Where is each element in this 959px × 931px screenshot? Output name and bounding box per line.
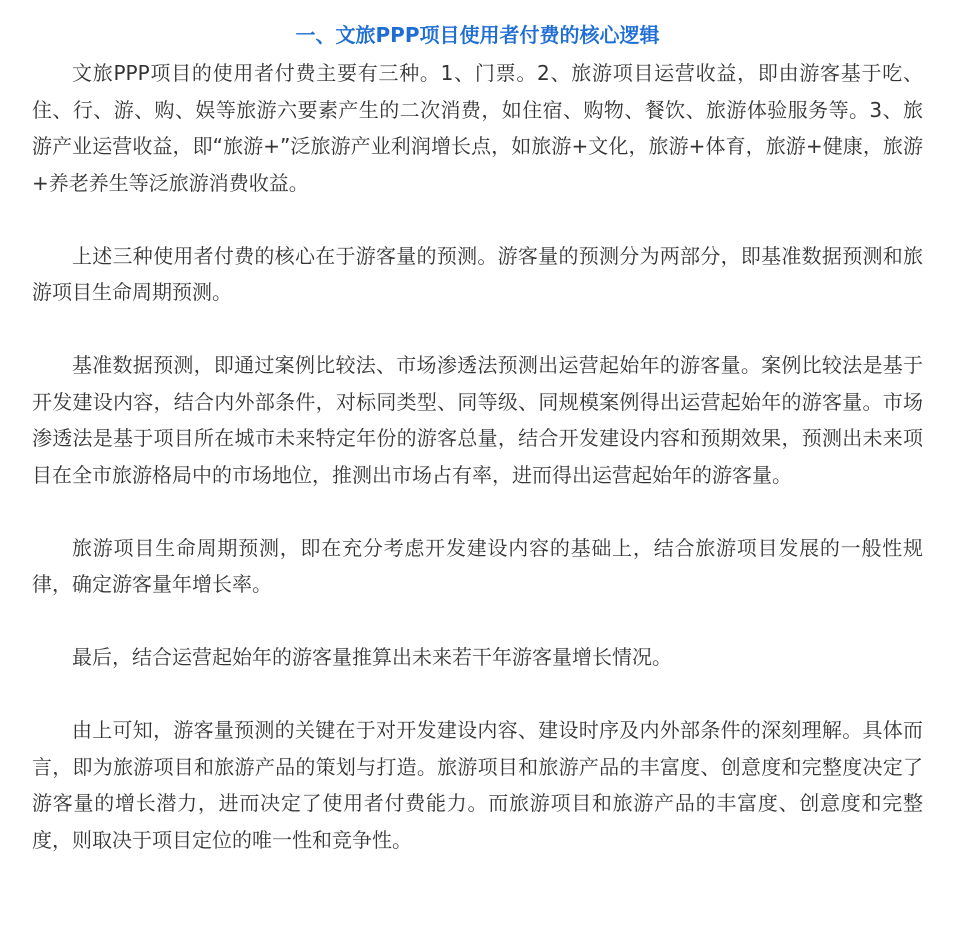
paragraph-baseline-forecast: 基准数据预测，即通过案例比较法、市场渗透法预测出运营起始年的游客量。案例比较法是基于开发建设内容，结合内外部条件，对标同类型、同等级、同规模案例得出运营起始年的游客量。市场渗透法是基于项目所在城市未来特定年份的游客总量，结合开发建设内容和预期效果，预测出未来项目在全市旅游格局中的市场地位，推测出市场占有率，进而得出运营起始年的游客量。 <box>32 353 923 487</box>
paragraph-visitor-forecast-core: 上述三种使用者付费的核心在于游客量的预测。游客量的预测分为两部分，即基准数据预测和旅游项目生命周期预测。 <box>32 243 923 304</box>
paragraph-spacer <box>32 676 923 713</box>
paragraph-spacer <box>32 493 923 530</box>
paragraph-spacer <box>32 603 923 640</box>
paragraph-lifecycle-forecast: 旅游项目生命周期预测，即在充分考虑开发建设内容的基础上，结合旅游项目发展的一般性规律，确定游客量年增长率。 <box>32 535 923 596</box>
paragraph-growth-projection: 最后，结合运营起始年的游客量推算出未来若干年游客量增长情况。 <box>72 645 672 669</box>
paragraph-spacer <box>32 201 923 238</box>
paragraph-conclusion: 由上可知，游客量预测的关键在于对开发建设内容、建设时序及内外部条件的深刻理解。具体而言，即为旅游项目和旅游产品的策划与打造。旅游项目和旅游产品的丰富度、创意度和完整度决定了游客量的增长潜力，进而决定了使用者付费能力。而旅游项目和旅游产品的丰富度、创意度和完整度，则取决于项目定位的唯一性和竞争性。 <box>32 718 923 852</box>
paragraph-spacer <box>32 311 923 348</box>
section-title: 一、文旅PPP项目使用者付费的核心逻辑 <box>295 23 660 47</box>
paragraph-user-fee-types: 文旅PPP项目的使用者付费主要有三种。1、门票。2、旅游项目运营收益，即由游客基于吃、住、行、游、购、娱等旅游六要素产生的二次消费，如住宿、购物、餐饮、旅游体验服务等。3、旅游产业运营收益，即“旅游+”泛旅游产业利润增长点，如旅游+文化，旅游+体育，旅游+健康，旅游+养老养生等泛旅游消费收益。 <box>32 61 923 195</box>
